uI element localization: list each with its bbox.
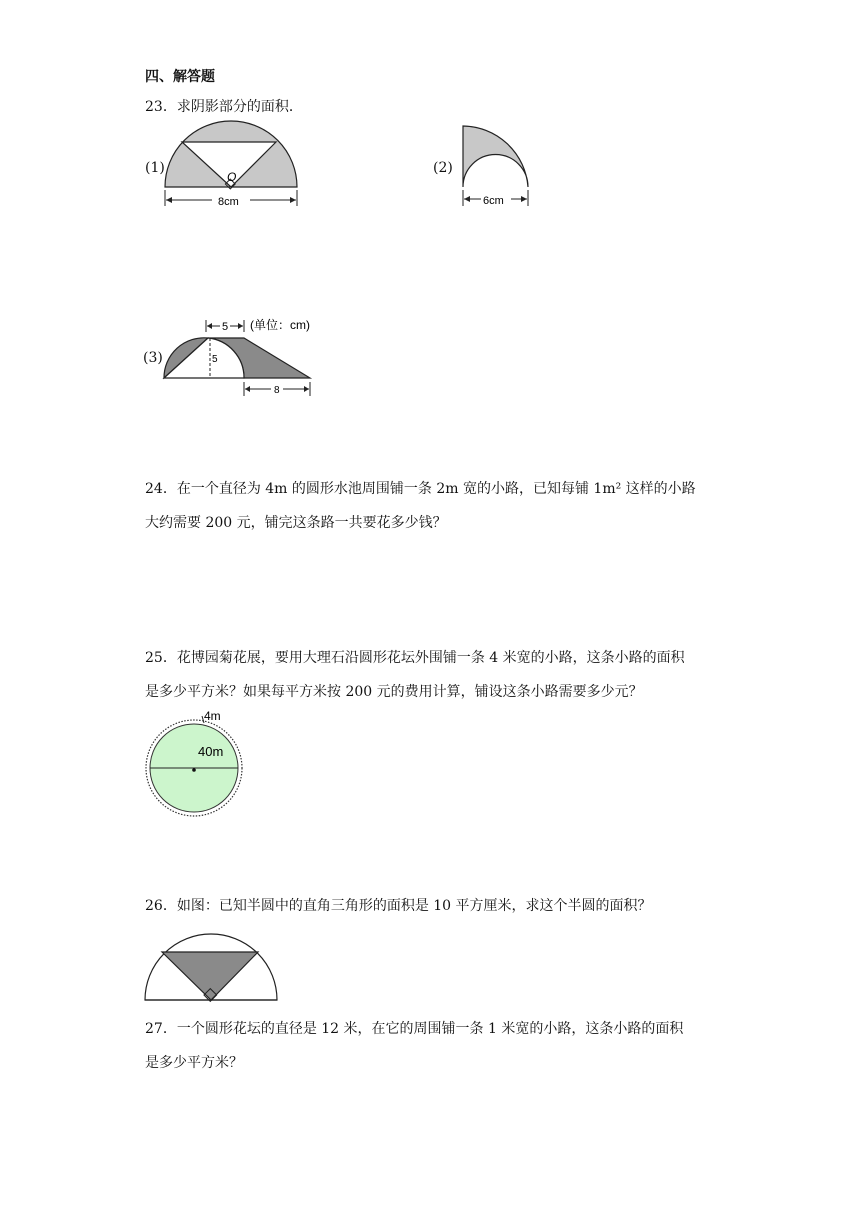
q23-fig3-label: (3) [143, 350, 163, 366]
q23-fig2-diagram [455, 120, 540, 212]
section-title: 四、解答题 [145, 69, 215, 85]
q25-garden-diagram [140, 708, 250, 820]
diameter-label: 40m [198, 744, 224, 759]
dim-6cm: 6cm [483, 195, 504, 207]
q27-line2: 是多少平方米？ [145, 1055, 243, 1071]
dim-top-5: 5 [222, 321, 229, 333]
q25-line1: 25．花博园菊花展，要用大理石沿圆形花坛外围铺一条 4 米宽的小路，这条小路的面积 [145, 650, 685, 666]
dim-vert-5: 5 [212, 354, 218, 365]
q26-semicircle-diagram [140, 928, 285, 1004]
q25-line2: 是多少平方米？如果每平方米按 200 元的费用计算，铺设这条小路需要多少元？ [145, 684, 643, 700]
q23-fig1-label: (1) [145, 160, 165, 176]
q24-line2: 大约需要 200 元，铺完这条路一共要花多少钱？ [145, 515, 447, 531]
q23-fig2-label: (2) [433, 160, 453, 176]
path-width-label: 4m [204, 709, 221, 723]
q23-fig1-diagram [160, 120, 305, 210]
dim-bottom-8: 8 [274, 385, 280, 396]
q23-text: 23．求阴影部分的面积． [145, 99, 303, 115]
q26-text: 26．如图：已知半圆中的直角三角形的面积是 10 平方厘米，求这个半圆的面积？ [145, 898, 652, 914]
dim-8cm: 8cm [218, 196, 239, 208]
q27-line1: 27．一个圆形花坛的直径是 12 米，在它的周围铺一条 1 米宽的小路，这条小路的面积 [145, 1021, 684, 1037]
q23-fig3-diagram [160, 312, 335, 402]
unit-label: (单位：cm) [250, 318, 310, 332]
center-o-label: O [227, 170, 237, 184]
q24-line1: 24．在一个直径为 4m 的圆形水池周围铺一条 2m 宽的小路，已知每铺 1m² 这样的小路 [145, 481, 696, 497]
